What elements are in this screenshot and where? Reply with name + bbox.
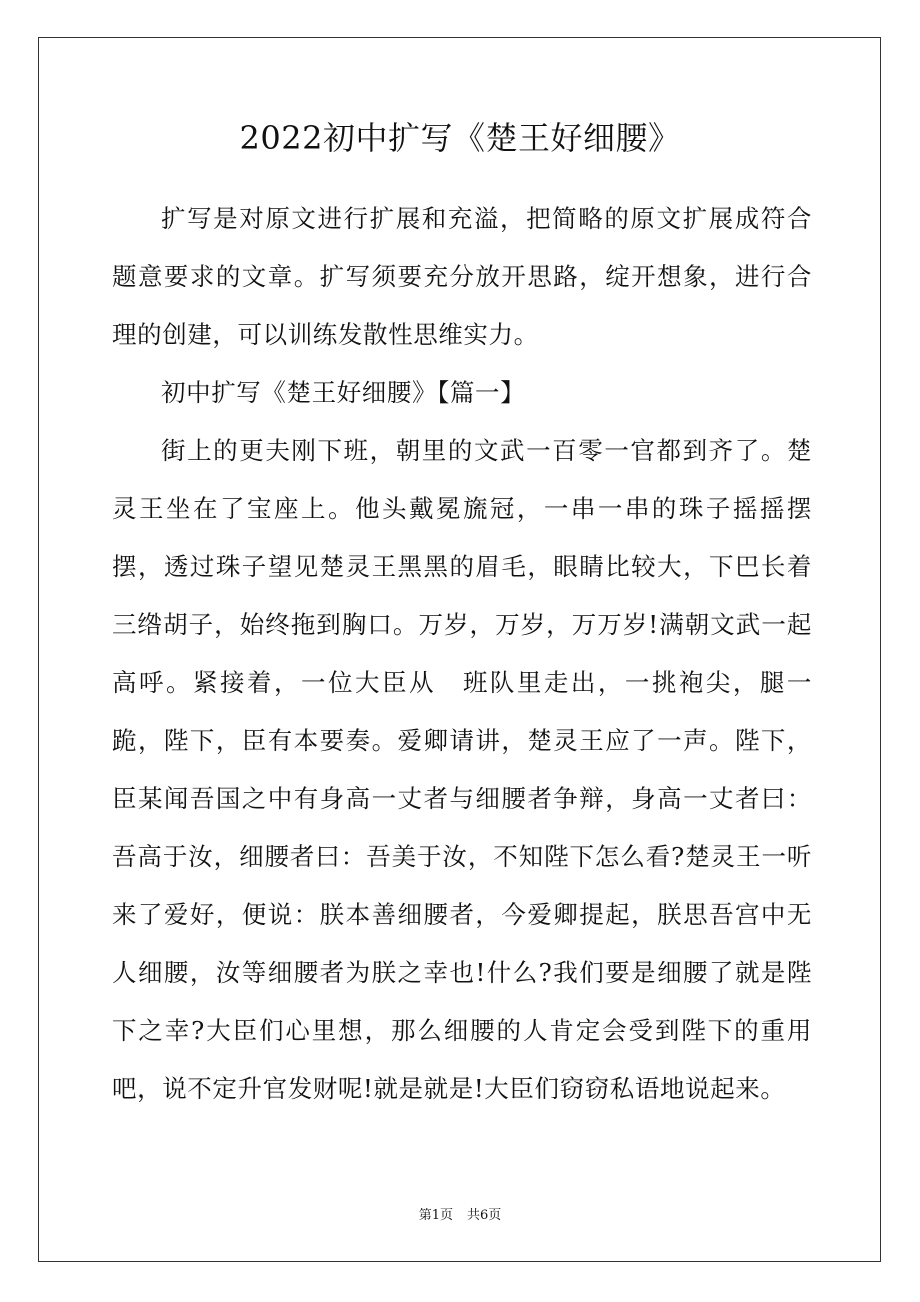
- page-footer: [0, 1207, 920, 1225]
- story-paragraph: 街上的更夫刚下班，朝里的文武一百零一官都到齐了。楚灵王坐在了宝座上。他头戴冕旒冠，一串一串的珠子摇摇摆摆，透过珠子望见楚灵王黑黑的眉毛，眼睛比较大，下巴长着三绺胡子，始终拖到胸口。万岁，万岁，万万岁!满朝文武一起高呼。紧接着，一位大臣从 班队里走出，一挑袍尖，腿一跪，陛下，臣有本要奏。爱卿请讲，楚灵王应了一声。陛下，臣某闻吾国之中有身高一丈者与细腰者争辩，身高一丈者曰：吾高于汝，细腰者曰：吾美于汝，不知陛下怎么看?楚灵王一听来了爱好，便说：朕本善细腰者，今爱卿提起，朕思吾宫中无人细腰，汝等细腰者为朕之幸也!什么?我们要是细腰了就是陛下之幸?大臣们心里想，那么细腰的人肯定会受到陛下的重用吧，说不定升官发财呢!就是就是!大臣们窃窃私语地说起来。: [112, 436, 812, 1103]
- intro-paragraph: 扩写是对原文进行扩展和充溢，把简略的原文扩展成符合题意要求的文章。扩写须要充分放开思路，绽开想象，进行合理的创建，可以训练发散性思维实力。: [112, 204, 812, 349]
- page-number: 第1页: [418, 1208, 453, 1223]
- document-title: 2022初中扩写《楚王好细腰》: [239, 119, 681, 157]
- page-total: 共6页: [467, 1208, 502, 1223]
- document-body: [112, 190, 812, 1118]
- section-heading: 初中扩写《楚王好细腰》【篇一】: [161, 378, 526, 407]
